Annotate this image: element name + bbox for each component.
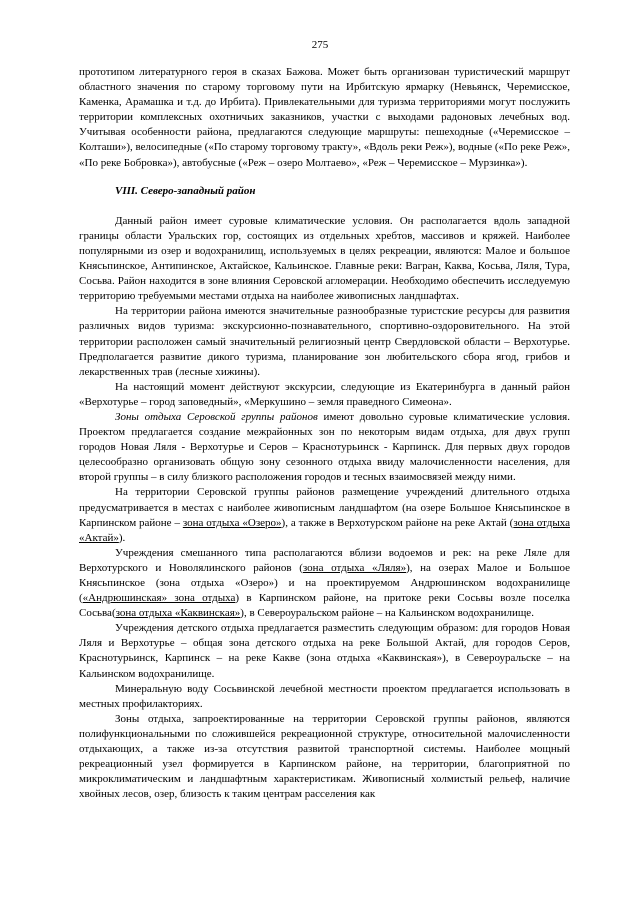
paragraph-continuation: прототипом литературного героя в сказах Бажова. Может быть организован туристический маршрут областного значения по старому торговому пути на Ирбитскую ярмарку (Невьянск, Черемисское, Каменка, Арамашка и т.д. до Ирбита). Привлекательными для туризма территориями могут послужить территории комплексных охотничьих заказников, участки с выходами радоновых лечебных вод. Учитывая особенности района, предлагаются следующие маршруты: пешеходные («Черемисское – Колташи»), велосипедные («По старому торговому тракту», «Вдоль реки Реж»), водные («По реке Реж», «По реке Бобровка»), автобусные («Реж – озеро Молтаево», «Реж – Черемисское – Мурзинка»). bbox=[79, 66, 570, 169]
paragraph-polyfunctional: Зоны отдыха, запроектированные на территории Серовской группы районов, являются полифункциональными по сложившейся рекреационной структуре, относительной малочисленности отдыхающих, а также из-за отсутствия развитой транспортной системы. Наиболее мощный рекреационный узел формируется в Карпинском районе, на территории, благоприятной по микроклиматическим и ландшафтным характеристикам. Живописный холмистый рельеф, наличие хвойных лесов, озер, близость к таким центрам расселения как bbox=[79, 712, 570, 801]
text-run: ), а также в Верхотурском районе на реке Актай ( bbox=[281, 516, 514, 529]
text-run: ), в Североуральском районе – на Кальинском водохранилище. bbox=[240, 607, 534, 620]
italic-term: Зоны отдыха Серовской группы районов bbox=[115, 410, 318, 423]
text-run: ). bbox=[118, 531, 126, 544]
underlined-term: зона отдыха «Озеро» bbox=[182, 516, 282, 529]
underlined-term: зона отдыха «Актай» bbox=[79, 516, 570, 544]
paragraph-tourism-resources: На территории района имеются значительные разнообразные туристские ресурсы для развития различных видов туризма: экскурсионно-познавательного, спортивно-оздоровительного. На этой территории расположен самый значительный религиозный центр Свердловской области – Верхотурье. Предполагается развитие дикого туризма, планирование зон любительского сбора ягод, грибов и лекарственных трав (лесные хижины). bbox=[79, 305, 570, 378]
paragraph-long-rest bbox=[79, 485, 570, 545]
text-run: ) в Карпинском районе, на притоке реки Сосьвы возле поселка Сосьва( bbox=[79, 592, 570, 620]
body-text bbox=[79, 65, 570, 802]
text-run: имеют довольно суровые климатические условия. Проектом предлагается создание межрайонных зон по некоторым видам отдыха, для двух групп городов Новая Ляля - Верхотурье и Серов – Краснотурьинск - Карпинск. Для первых двух городов целесообразно организовать общую зону сезонного отдыха ввиду малочисленности населения, для второй группы – в силу близкого расположения городов и тесных взаимосвязей между ними. bbox=[79, 410, 570, 484]
text-run: ), на озерах Малое и Большое Княсьпинское (зона отдыха «Озеро») и на проектируемом Андрюшинском водохранилище ( bbox=[79, 561, 570, 605]
underlined-term: зона отдыха «Ляля» bbox=[302, 561, 407, 574]
section-heading: VIII. Северо-западный район bbox=[115, 184, 256, 197]
paragraph-excursions: На настоящий момент действуют экскурсии, следующие из Екатеринбурга в данный район «Верхотурье – город заповедный», «Меркушино – земля праведного Симеона». bbox=[79, 380, 570, 408]
paragraph-children-rest: Учреждения детского отдыха предлагается разместить следующим образом: для городов Новая Ляля и Верхотурье – общая зона детского отдыха на реке Большой Актай, для городов Серов, Краснотурьинск, Карпинск – на реке Какве (зона отдыха «Каквинская»), в Североуральске – на Кальинском водохранилище. bbox=[79, 622, 570, 680]
text-run: Учреждения смешанного типа располагаются вблизи водоемов и рек: на реке Ляле для Верхотурского и Новолялинского районов ( bbox=[79, 546, 570, 574]
underlined-term: «Андрюшинская» зона отдыха bbox=[82, 592, 236, 605]
paragraph-serov-zones bbox=[79, 410, 570, 485]
underlined-term: зона отдыха «Каквинская» bbox=[115, 607, 241, 620]
paragraph-climate: Данный район имеет суровые климатические условия. Он располагается вдоль западной границы области Уральских гор, состоящих из отдельных хребтов, массивов и кряжей. Наиболее популярными из озер и водохранилищ, используемых в целях рекреации, являются: Малое и большое Княсьпинское, Антипинское, Актайское, Кальинское. Главные реки: Вагран, Каква, Косьва, Ляля, Тура, Сосьва. Район находится в зоне влияния Серовской агломерации. Необходимо обеспечить исследуемую территорию требуемыми местами отдыха на наиболее живописных ландшафтах. bbox=[79, 214, 570, 303]
paragraph-mineral-water: Минеральную воду Сосьвинской лечебной местности проектом предлагается использовать в местных профилакториях. bbox=[79, 682, 570, 710]
page-number: 275 bbox=[311, 39, 329, 51]
paragraph-mixed-type bbox=[79, 546, 570, 621]
text-run: На территории Серовской группы районов размещение учреждений длительного отдыха предусматривается в местах с наиболее живописным ландшафтом (на озере Большое Княсьпинское в Карпинском районе – bbox=[79, 486, 570, 529]
